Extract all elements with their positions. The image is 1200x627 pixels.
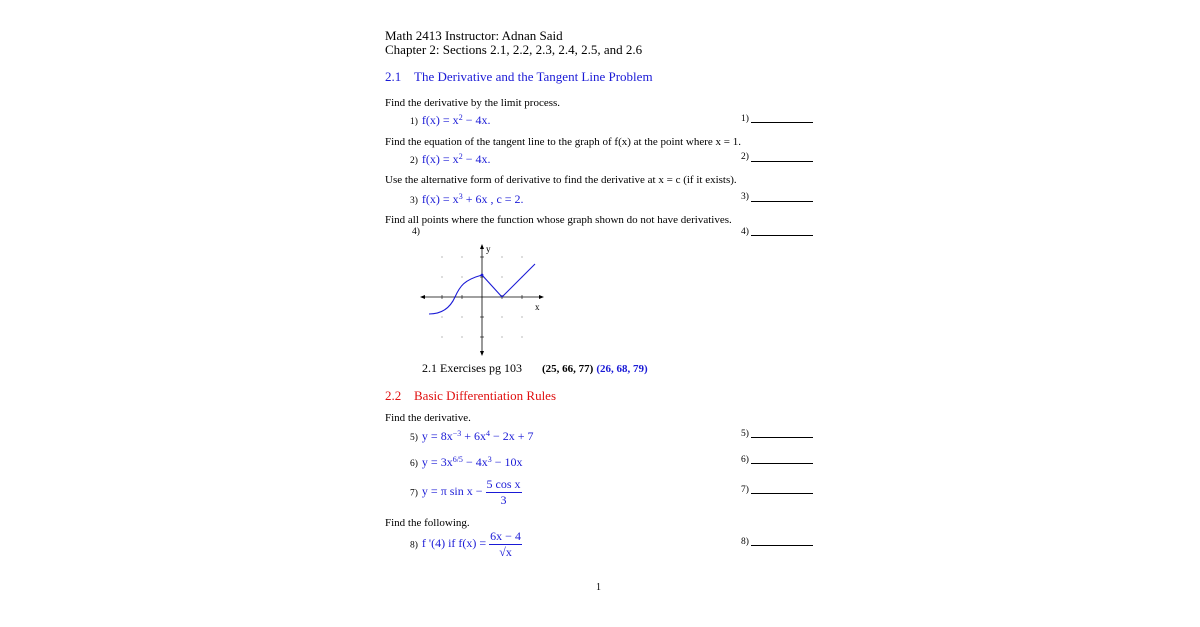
problem-1: 1) $f(x) = x^2 - 4x$.: [410, 113, 491, 127]
problem-number: 5): [410, 433, 418, 443]
section-title: The Derivative and the Tangent Line Problem: [414, 69, 653, 84]
instruction-text: Find all points where the function whose graph shown do not have derivatives.: [385, 214, 732, 226]
problem-3: 3) $f(x) = x^3 + 6x$ , c = 2.: [410, 192, 524, 206]
page-number: 1: [596, 582, 601, 593]
problem-number: 7): [410, 488, 418, 499]
problem-6: 6) $y = 3x^{6/5} - 4x^3 - 10x$: [410, 455, 523, 469]
section-title: Basic Differentiation Rules: [414, 388, 557, 403]
answer-blank[interactable]: [751, 545, 813, 546]
instruction-text: Find the derivative by the limit process.: [385, 97, 561, 109]
chapter-title: Chapter 2: Sections 2.1, 2.2, 2.3, 2.4, 2.5, and 2.6: [385, 42, 643, 57]
problem-2: 2) $f(x) = x^2 - 4x$.: [410, 152, 491, 166]
problem-number: 4): [412, 227, 420, 237]
exercises-label: 2.1 Exercises pg 103: [422, 361, 522, 375]
answer-blank[interactable]: [751, 493, 813, 494]
answer-number: 1): [741, 114, 749, 124]
answer-blank[interactable]: [751, 235, 813, 236]
problem-number: 8): [410, 540, 418, 551]
answer-number: 5): [741, 429, 749, 439]
function-graph: [418, 242, 548, 360]
answer-number: 2): [741, 152, 749, 162]
answer-number: 4): [741, 227, 749, 237]
section-number: 2.2: [385, 388, 402, 403]
problem-number: 2): [410, 156, 418, 166]
instruction-text: Find the following.: [385, 517, 470, 529]
problem-number: 1): [410, 117, 418, 127]
answer-number: 7): [741, 485, 749, 495]
black-exercise-set: (25, 66, 77): [541, 363, 594, 375]
answer-number: 6): [741, 455, 749, 465]
blue-exercise-set: (26, 68, 79): [596, 363, 648, 375]
problem-5: 5) $y = 8x^{-3} + 6x^4 - 2x + 7$: [410, 429, 534, 443]
problem-number: 6): [410, 459, 418, 469]
problem-8: 8) f '(4) if f(x) = $\frac{6x - 4}{√x}$: [410, 529, 521, 559]
y-axis-label: y: [486, 244, 491, 254]
answer-blank[interactable]: [751, 122, 813, 123]
exercises-reference: [422, 361, 648, 376]
instruction-text: Find the equation of the tangent line to the graph of f(x) at the point where x = 1.: [385, 136, 741, 148]
answer-blank[interactable]: [751, 161, 813, 162]
answer-blank[interactable]: [751, 437, 813, 438]
problem-7: 7) y = π sin x − $\frac{\text{5 cos x}}{3}$: [410, 477, 521, 507]
section-number: 2.1: [385, 69, 402, 84]
problem-number: 3): [410, 196, 418, 206]
instruction-text: Find the derivative.: [385, 412, 471, 424]
instruction-text: Use the alternative form of derivative to find the derivative at x = c (if it exists).: [385, 174, 737, 186]
x-axis-label: x: [535, 302, 540, 312]
answer-number: 3): [741, 192, 749, 202]
answer-blank[interactable]: [751, 201, 813, 202]
answer-blank[interactable]: [751, 463, 813, 464]
answer-number: 8): [741, 537, 749, 547]
course-title: Math 2413 Instructor: Adnan Said: [385, 28, 563, 43]
